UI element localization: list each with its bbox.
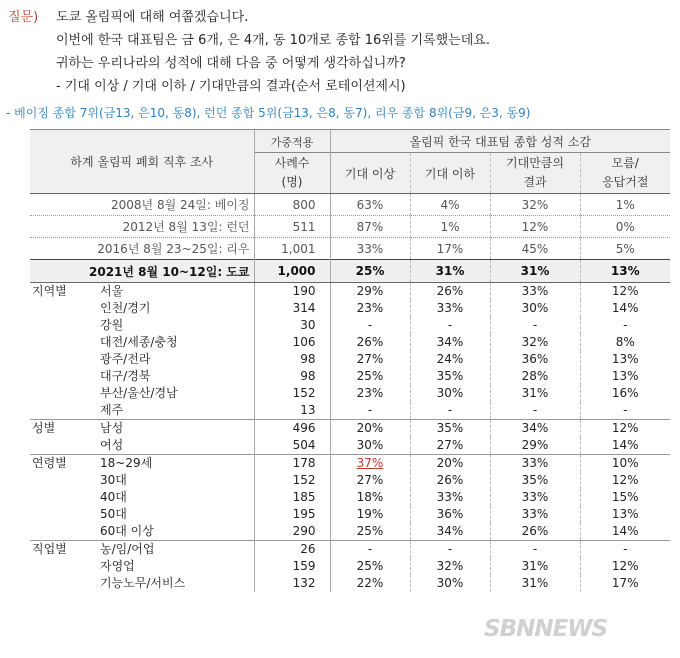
- value-above: [330, 385, 410, 402]
- value-above: [330, 489, 410, 506]
- section-label: 지역별: [32, 284, 67, 298]
- value-above: [330, 334, 410, 351]
- table-row: [30, 385, 670, 402]
- table-row: [30, 506, 670, 523]
- row-label-cell: [30, 402, 254, 420]
- value-above-text: 18%: [356, 490, 384, 504]
- value-as-expected: [490, 558, 580, 575]
- value-as-expected: [490, 300, 580, 317]
- sample-size: 314: [254, 300, 330, 317]
- value-below: [410, 523, 490, 541]
- value-above-text: 25%: [356, 369, 384, 383]
- value-as-expected-text: 31%: [521, 386, 549, 400]
- subgroup-label: 18~29세: [100, 456, 153, 470]
- table-row: [30, 489, 670, 506]
- value-below: [410, 437, 490, 455]
- value-dont-know: [580, 523, 670, 541]
- past-survey-row: [30, 194, 670, 216]
- current-survey-row: [30, 260, 670, 283]
- table-row: [30, 523, 670, 541]
- past-results-note: - 베이징 종합 7위(금13, 은10, 동8), 런던 종합 5위(금13, 은8, 동7), 리우 종합 8위(금9, 은3, 동9): [6, 106, 531, 120]
- sample-size: 152: [254, 385, 330, 402]
- row-label-cell: [30, 455, 254, 473]
- value-above: [330, 455, 410, 473]
- survey-results-table: [30, 129, 670, 592]
- value-as-expected: [490, 317, 580, 334]
- value-as-expected-text: 33%: [521, 456, 549, 470]
- value-dont-know-text: 12%: [611, 421, 639, 435]
- sample-size: 152: [254, 472, 330, 489]
- value-dont-know-text: 16%: [611, 386, 639, 400]
- value-dont-know-text: -: [623, 318, 628, 332]
- value-below-text: 26%: [436, 473, 464, 487]
- value-dont-know: [580, 437, 670, 455]
- value-dont-know: [580, 455, 670, 473]
- value-above: 25%: [330, 260, 410, 283]
- value-as-expected: 45%: [490, 238, 580, 260]
- value-above-text: -: [367, 542, 373, 556]
- value-as-expected-text: 34%: [521, 421, 549, 435]
- subgroup-label: 대전/세종/충청: [100, 335, 178, 349]
- row-label-cell: [30, 420, 254, 438]
- value-below-text: 32%: [436, 559, 464, 573]
- row-label: 2021년 8월 10~12일: 도쿄: [30, 260, 254, 283]
- value-above: [330, 472, 410, 489]
- table-row: [30, 300, 670, 317]
- value-above: [330, 575, 410, 592]
- sample-size: 195: [254, 506, 330, 523]
- value-below: [410, 317, 490, 334]
- value-above-text: 37%: [356, 456, 384, 470]
- sample-size: 800: [254, 194, 330, 216]
- value-as-expected: [490, 334, 580, 351]
- weighted-header-bot: (명): [281, 175, 303, 189]
- value-above: 63%: [330, 194, 410, 216]
- value-below-text: -: [447, 318, 453, 332]
- sample-size: 1,001: [254, 238, 330, 260]
- row-label-cell: [30, 283, 254, 301]
- subgroup-label: 농/임/어업: [100, 542, 155, 556]
- col-header-as-expected-b: 결과: [523, 175, 547, 189]
- value-below: [410, 402, 490, 420]
- value-above-text: -: [367, 403, 373, 417]
- value-dont-know: [580, 558, 670, 575]
- value-dont-know: [580, 506, 670, 523]
- value-below-text: 33%: [436, 490, 464, 504]
- value-below-text: 26%: [436, 284, 464, 298]
- value-dont-know: [580, 402, 670, 420]
- sample-size: 26: [254, 541, 330, 559]
- value-as-expected-text: 26%: [521, 524, 549, 538]
- value-as-expected: [490, 575, 580, 592]
- table-row: [30, 558, 670, 575]
- value-above-text: 20%: [356, 421, 384, 435]
- table-row: [30, 472, 670, 489]
- value-above-text: 19%: [356, 507, 384, 521]
- subgroup-label: 40대: [100, 490, 127, 504]
- value-dont-know-text: 12%: [611, 473, 639, 487]
- sample-size: 185: [254, 489, 330, 506]
- value-dont-know: 13%: [580, 260, 670, 283]
- col-header-dont-know-a: 모름/: [611, 156, 639, 170]
- sample-size: 98: [254, 368, 330, 385]
- value-above-text: 26%: [356, 335, 384, 349]
- value-as-expected: [490, 489, 580, 506]
- sample-size: 178: [254, 455, 330, 473]
- row-label: 2012년 8월 13일: 런던: [30, 216, 254, 238]
- value-above-text: 23%: [356, 301, 384, 315]
- table-row: [30, 455, 670, 473]
- subgroup-label: 서울: [100, 284, 124, 298]
- value-as-expected-text: 29%: [521, 438, 549, 452]
- value-below: [410, 489, 490, 506]
- value-as-expected-text: 33%: [521, 490, 549, 504]
- value-above: 33%: [330, 238, 410, 260]
- value-as-expected-text: 32%: [521, 335, 549, 349]
- value-below: 1%: [410, 216, 490, 238]
- row-label: 2016년 8월 23~25일: 리우: [30, 238, 254, 260]
- question-block: [8, 6, 672, 98]
- value-as-expected-text: 28%: [521, 369, 549, 383]
- subgroup-label: 대구/경북: [100, 369, 151, 383]
- value-as-expected: 32%: [490, 194, 580, 216]
- value-dont-know: [580, 368, 670, 385]
- survey-column-header: 하계 올림픽 폐회 직후 조사: [30, 130, 254, 194]
- value-dont-know: [580, 541, 670, 559]
- section-label: 직업별: [32, 542, 67, 556]
- value-above: [330, 402, 410, 420]
- weighted-header-mid: 사례수: [274, 156, 310, 170]
- col-header-as-expected-a: 기대만큼의: [506, 156, 564, 170]
- value-as-expected: [490, 472, 580, 489]
- sample-size: 30: [254, 317, 330, 334]
- value-as-expected-text: 31%: [521, 576, 549, 590]
- sample-size: 159: [254, 558, 330, 575]
- row-label-cell: [30, 523, 254, 541]
- value-as-expected: [490, 385, 580, 402]
- value-dont-know: 1%: [580, 194, 670, 216]
- subgroup-label: 제주: [100, 403, 124, 417]
- value-above-text: 27%: [356, 352, 384, 366]
- value-dont-know-text: -: [623, 542, 628, 556]
- value-as-expected-text: 30%: [521, 301, 549, 315]
- value-above-text: 25%: [356, 559, 384, 573]
- value-below: [410, 506, 490, 523]
- value-above: [330, 420, 410, 438]
- subgroup-label: 광주/전라: [100, 352, 151, 366]
- value-above-text: -: [367, 318, 373, 332]
- value-above: [330, 558, 410, 575]
- row-label-cell: [30, 437, 254, 455]
- value-dont-know: 0%: [580, 216, 670, 238]
- value-as-expected-text: 33%: [521, 284, 549, 298]
- table-row: [30, 368, 670, 385]
- value-dont-know-text: 14%: [611, 524, 639, 538]
- subgroup-label: 강원: [100, 318, 124, 332]
- value-above-text: 27%: [356, 473, 384, 487]
- value-below-text: 35%: [436, 421, 464, 435]
- row-label-cell: [30, 368, 254, 385]
- watermark: SBNNEWS: [484, 616, 608, 642]
- value-as-expected: [490, 351, 580, 368]
- row-label-cell: [30, 541, 254, 559]
- value-dont-know-text: 13%: [611, 369, 639, 383]
- value-above: [330, 437, 410, 455]
- col-header-above: 기대 이상: [330, 153, 410, 194]
- table-row: [30, 420, 670, 438]
- sample-size: 496: [254, 420, 330, 438]
- value-dont-know-text: 14%: [611, 438, 639, 452]
- value-dont-know: [580, 385, 670, 402]
- value-as-expected-text: 33%: [521, 507, 549, 521]
- value-dont-know-text: 13%: [611, 352, 639, 366]
- value-above: 87%: [330, 216, 410, 238]
- value-below: [410, 300, 490, 317]
- table-row: [30, 437, 670, 455]
- value-below: [410, 575, 490, 592]
- value-above: [330, 300, 410, 317]
- value-below: [410, 558, 490, 575]
- value-below: [410, 351, 490, 368]
- value-dont-know-text: 8%: [615, 335, 635, 349]
- value-above-text: 25%: [356, 524, 384, 538]
- value-as-expected-text: -: [532, 403, 538, 417]
- col-header-below: 기대 이하: [410, 153, 490, 194]
- table-row: [30, 334, 670, 351]
- value-above: [330, 506, 410, 523]
- value-as-expected: [490, 506, 580, 523]
- sample-size: 132: [254, 575, 330, 592]
- sample-size: 290: [254, 523, 330, 541]
- value-below: 4%: [410, 194, 490, 216]
- past-survey-row: [30, 238, 670, 260]
- col-header-dont-know: [580, 153, 670, 194]
- value-above-text: 30%: [356, 438, 384, 452]
- value-below-text: -: [447, 403, 453, 417]
- question-line: 이번에 한국 대표팀은 금 6개, 은 4개, 동 10개로 종합 16위를 기록했는데요.: [56, 33, 490, 48]
- value-dont-know: [580, 575, 670, 592]
- value-above: [330, 283, 410, 301]
- table-row: [30, 575, 670, 592]
- subgroup-label: 30대: [100, 473, 127, 487]
- value-as-expected: [490, 455, 580, 473]
- value-below: 17%: [410, 238, 490, 260]
- row-label-cell: [30, 558, 254, 575]
- value-below-text: 34%: [436, 524, 464, 538]
- value-as-expected: [490, 541, 580, 559]
- value-below: [410, 455, 490, 473]
- row-label-cell: [30, 506, 254, 523]
- row-label-cell: [30, 317, 254, 334]
- value-as-expected-text: 35%: [521, 473, 549, 487]
- value-below: [410, 472, 490, 489]
- subgroup-label: 남성: [100, 421, 124, 435]
- value-below: [410, 420, 490, 438]
- section-label: 성별: [32, 421, 56, 435]
- subgroup-label: 여성: [100, 438, 124, 452]
- value-below-text: 24%: [436, 352, 464, 366]
- value-dont-know-text: 15%: [611, 490, 639, 504]
- value-dont-know: [580, 489, 670, 506]
- sample-size: 106: [254, 334, 330, 351]
- value-below: [410, 385, 490, 402]
- value-as-expected-text: -: [532, 318, 538, 332]
- value-as-expected: [490, 368, 580, 385]
- table-row: [30, 317, 670, 334]
- value-above-text: 29%: [356, 284, 384, 298]
- sample-size: 98: [254, 351, 330, 368]
- section-label: 연령별: [32, 456, 67, 470]
- value-dont-know-text: 14%: [611, 301, 639, 315]
- value-dont-know-text: 12%: [611, 284, 639, 298]
- value-dont-know: [580, 351, 670, 368]
- col-header-as-expected: [490, 153, 580, 194]
- value-above: [330, 351, 410, 368]
- subgroup-label: 부산/울산/경남: [100, 386, 178, 400]
- value-dont-know-text: 10%: [611, 456, 639, 470]
- value-below-text: 30%: [436, 386, 464, 400]
- value-above: [330, 368, 410, 385]
- value-as-expected: [490, 523, 580, 541]
- row-label-cell: [30, 575, 254, 592]
- value-below: [410, 541, 490, 559]
- value-below: [410, 368, 490, 385]
- row-label-cell: [30, 385, 254, 402]
- value-dont-know-text: -: [623, 403, 628, 417]
- table-row: [30, 541, 670, 559]
- value-below: [410, 283, 490, 301]
- value-as-expected: [490, 420, 580, 438]
- subgroup-label: 50대: [100, 507, 127, 521]
- sample-size: 504: [254, 437, 330, 455]
- value-above: [330, 541, 410, 559]
- value-dont-know: [580, 317, 670, 334]
- value-below-text: 35%: [436, 369, 464, 383]
- past-survey-row: [30, 216, 670, 238]
- value-as-expected-text: -: [532, 542, 538, 556]
- value-dont-know: [580, 283, 670, 301]
- value-below: [410, 334, 490, 351]
- subgroup-label: 자영업: [100, 559, 135, 573]
- value-dont-know: [580, 334, 670, 351]
- sample-size: 13: [254, 402, 330, 420]
- value-above-text: 22%: [356, 576, 384, 590]
- table-row: [30, 283, 670, 301]
- value-below-text: 20%: [436, 456, 464, 470]
- row-label-cell: [30, 489, 254, 506]
- row-label-cell: [30, 472, 254, 489]
- value-dont-know: [580, 472, 670, 489]
- question-line: 도쿄 올림픽에 대해 여쭙겠습니다.: [56, 10, 249, 25]
- value-as-expected-text: 36%: [521, 352, 549, 366]
- value-below-text: 30%: [436, 576, 464, 590]
- subgroup-label: 60대 이상: [100, 524, 154, 538]
- value-above: [330, 523, 410, 541]
- value-below: 31%: [410, 260, 490, 283]
- row-label: 2008년 8월 24일: 베이징: [30, 194, 254, 216]
- value-dont-know-text: 13%: [611, 507, 639, 521]
- value-as-expected: [490, 283, 580, 301]
- value-below-text: -: [447, 542, 453, 556]
- question-line: 귀하는 우리나라의 성적에 대해 다음 중 어떻게 생각하십니까?: [56, 56, 406, 71]
- col-header-dont-know-b: 응답거절: [602, 175, 649, 189]
- row-label-cell: [30, 351, 254, 368]
- row-label-cell: [30, 300, 254, 317]
- weighted-header: [254, 153, 330, 194]
- value-above: [330, 317, 410, 334]
- value-above-text: 23%: [356, 386, 384, 400]
- value-as-expected: [490, 402, 580, 420]
- question-line: - 기대 이상 / 기대 이하 / 기대만큼의 결과(순서 로테이션제시): [56, 79, 406, 94]
- sample-size: 1,000: [254, 260, 330, 283]
- value-below-text: 27%: [436, 438, 464, 452]
- row-label-cell: [30, 334, 254, 351]
- value-dont-know: 5%: [580, 238, 670, 260]
- value-dont-know-text: 12%: [611, 559, 639, 573]
- group-header: 올림픽 한국 대표팀 종합 성적 소감: [330, 130, 670, 153]
- value-dont-know-text: 17%: [611, 576, 639, 590]
- value-as-expected: 12%: [490, 216, 580, 238]
- weighted-header-top: 가중적용: [254, 130, 330, 153]
- table-row: [30, 351, 670, 368]
- value-as-expected: 31%: [490, 260, 580, 283]
- sample-size: 190: [254, 283, 330, 301]
- value-as-expected-text: 31%: [521, 559, 549, 573]
- value-as-expected: [490, 437, 580, 455]
- value-below-text: 34%: [436, 335, 464, 349]
- value-dont-know: [580, 300, 670, 317]
- question-label: 질문): [8, 10, 39, 25]
- subgroup-label: 인천/경기: [100, 301, 151, 315]
- table-row: [30, 402, 670, 420]
- sample-size: 511: [254, 216, 330, 238]
- value-below-text: 33%: [436, 301, 464, 315]
- subgroup-label: 기능노무/서비스: [100, 576, 186, 590]
- value-dont-know: [580, 420, 670, 438]
- value-below-text: 36%: [436, 507, 464, 521]
